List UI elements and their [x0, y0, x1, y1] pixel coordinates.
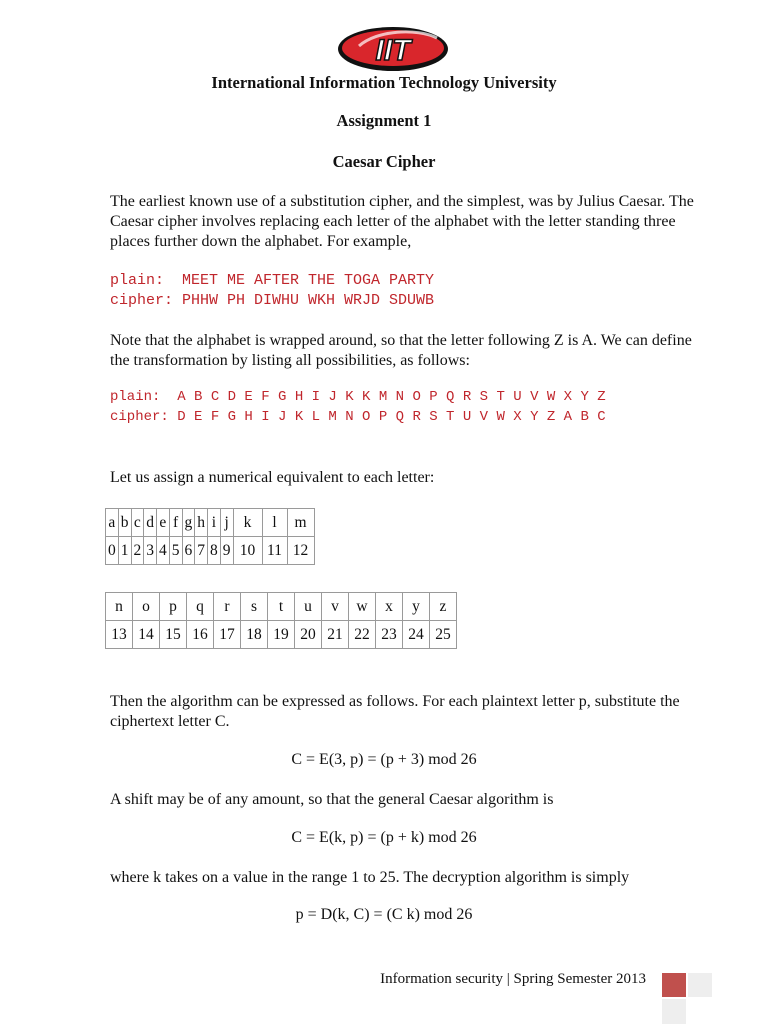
table-cell: a: [106, 509, 119, 537]
table-cell: v: [322, 593, 349, 621]
table-cell: 10: [233, 537, 262, 565]
example-plain: plain: MEET ME AFTER THE TOGA PARTY: [110, 272, 435, 289]
table-cell: r: [214, 593, 241, 621]
footer-grey-square: [688, 973, 712, 997]
table-row: [106, 537, 315, 565]
topic-title: Caesar Cipher: [332, 152, 436, 171]
assignment-title: Assignment 1: [336, 111, 432, 130]
table-cell: n: [106, 593, 133, 621]
table-cell: 1: [118, 537, 131, 565]
table-cell: 22: [349, 621, 376, 649]
footer-grey-square: [662, 999, 686, 1024]
decryption-paragraph: where k takes on a value in the range 1 to 25. The decryption algorithm is simply: [110, 869, 630, 886]
logo-text: IIT: [375, 34, 411, 67]
table-cell: m: [287, 509, 314, 537]
numerical-paragraph: Let us assign a numerical equivalent to each letter:: [110, 469, 435, 486]
table-cell: k: [233, 509, 262, 537]
table-cell: 16: [187, 621, 214, 649]
table-cell: s: [241, 593, 268, 621]
alphabet-plain: plain: A B C D E F G H I J K K M N O P Q R S T U V W X Y Z: [110, 389, 606, 405]
example-cipher: cipher: PHHW PH DIWHU WKH WRJD SDUWB: [110, 292, 435, 309]
table-cell: 0: [106, 537, 119, 565]
wrap-paragraph: Note that the alphabet is wrapped around, so that the letter following Z is A. We can define the transformation by listing all possibilities, as follows:: [110, 332, 692, 369]
table-cell: z: [430, 593, 457, 621]
algorithm-paragraph: Then the algorithm can be expressed as follows. For each plaintext letter p, substitute the ciphertext letter C.: [110, 693, 680, 730]
table-cell: x: [376, 593, 403, 621]
logo-graphic: [337, 20, 449, 74]
table-cell: h: [195, 509, 208, 537]
footer-text: Information security | Spring Semester 2013: [380, 971, 646, 987]
table-cell: 12: [287, 537, 314, 565]
table-cell: 23: [376, 621, 403, 649]
table-cell: 15: [160, 621, 187, 649]
table-cell: b: [118, 509, 131, 537]
footer-accent-square: [662, 973, 686, 997]
table-cell: y: [403, 593, 430, 621]
table-cell: 8: [208, 537, 221, 565]
table-cell: 17: [214, 621, 241, 649]
table-cell: 14: [133, 621, 160, 649]
letter-number-table-1: [105, 508, 315, 565]
table-cell: w: [349, 593, 376, 621]
table-cell: u: [295, 593, 322, 621]
table-cell: 4: [157, 537, 170, 565]
table-cell: l: [262, 509, 287, 537]
table-cell: 7: [195, 537, 208, 565]
table-cell: 19: [268, 621, 295, 649]
table-cell: p: [160, 593, 187, 621]
table-cell: d: [144, 509, 157, 537]
table-cell: 20: [295, 621, 322, 649]
table-cell: g: [182, 509, 195, 537]
table-cell: j: [220, 509, 233, 537]
table-cell: 13: [106, 621, 133, 649]
table-cell: c: [131, 509, 144, 537]
table-cell: f: [169, 509, 182, 537]
table-cell: 6: [182, 537, 195, 565]
table-cell: 25: [430, 621, 457, 649]
intro-paragraph: The earliest known use of a substitution cipher, and the simplest, was by Julius Caesar. The Caesar cipher involves replacing each letter of the alphabet with the letter standing three places further down the alphabet. For example,: [110, 193, 694, 250]
table-cell: 9: [220, 537, 233, 565]
shift-paragraph: A shift may be of any amount, so that the general Caesar algorithm is: [110, 791, 554, 808]
table-cell: 24: [403, 621, 430, 649]
table-cell: o: [133, 593, 160, 621]
table-cell: e: [157, 509, 170, 537]
table-cell: 21: [322, 621, 349, 649]
table-row: [106, 593, 457, 621]
table-cell: 3: [144, 537, 157, 565]
university-title: International Information Technology University: [211, 73, 557, 92]
table-row: [106, 509, 315, 537]
encryption-formula: C = E(3, p) = (p + 3) mod 26: [291, 751, 477, 768]
table-cell: 5: [169, 537, 182, 565]
table-cell: 18: [241, 621, 268, 649]
table-row: [106, 621, 457, 649]
alphabet-cipher: cipher: D E F G H I J K L M N O P Q R S T U V W X Y Z A B C: [110, 409, 606, 425]
table-cell: q: [187, 593, 214, 621]
table-cell: i: [208, 509, 221, 537]
table-cell: 11: [262, 537, 287, 565]
table-cell: t: [268, 593, 295, 621]
table-cell: 2: [131, 537, 144, 565]
university-logo: [337, 20, 449, 74]
decryption-formula: p = D(k, C) = (C k) mod 26: [295, 906, 473, 923]
general-formula: C = E(k, p) = (p + k) mod 26: [291, 829, 477, 846]
letter-number-table-2: [105, 592, 457, 649]
